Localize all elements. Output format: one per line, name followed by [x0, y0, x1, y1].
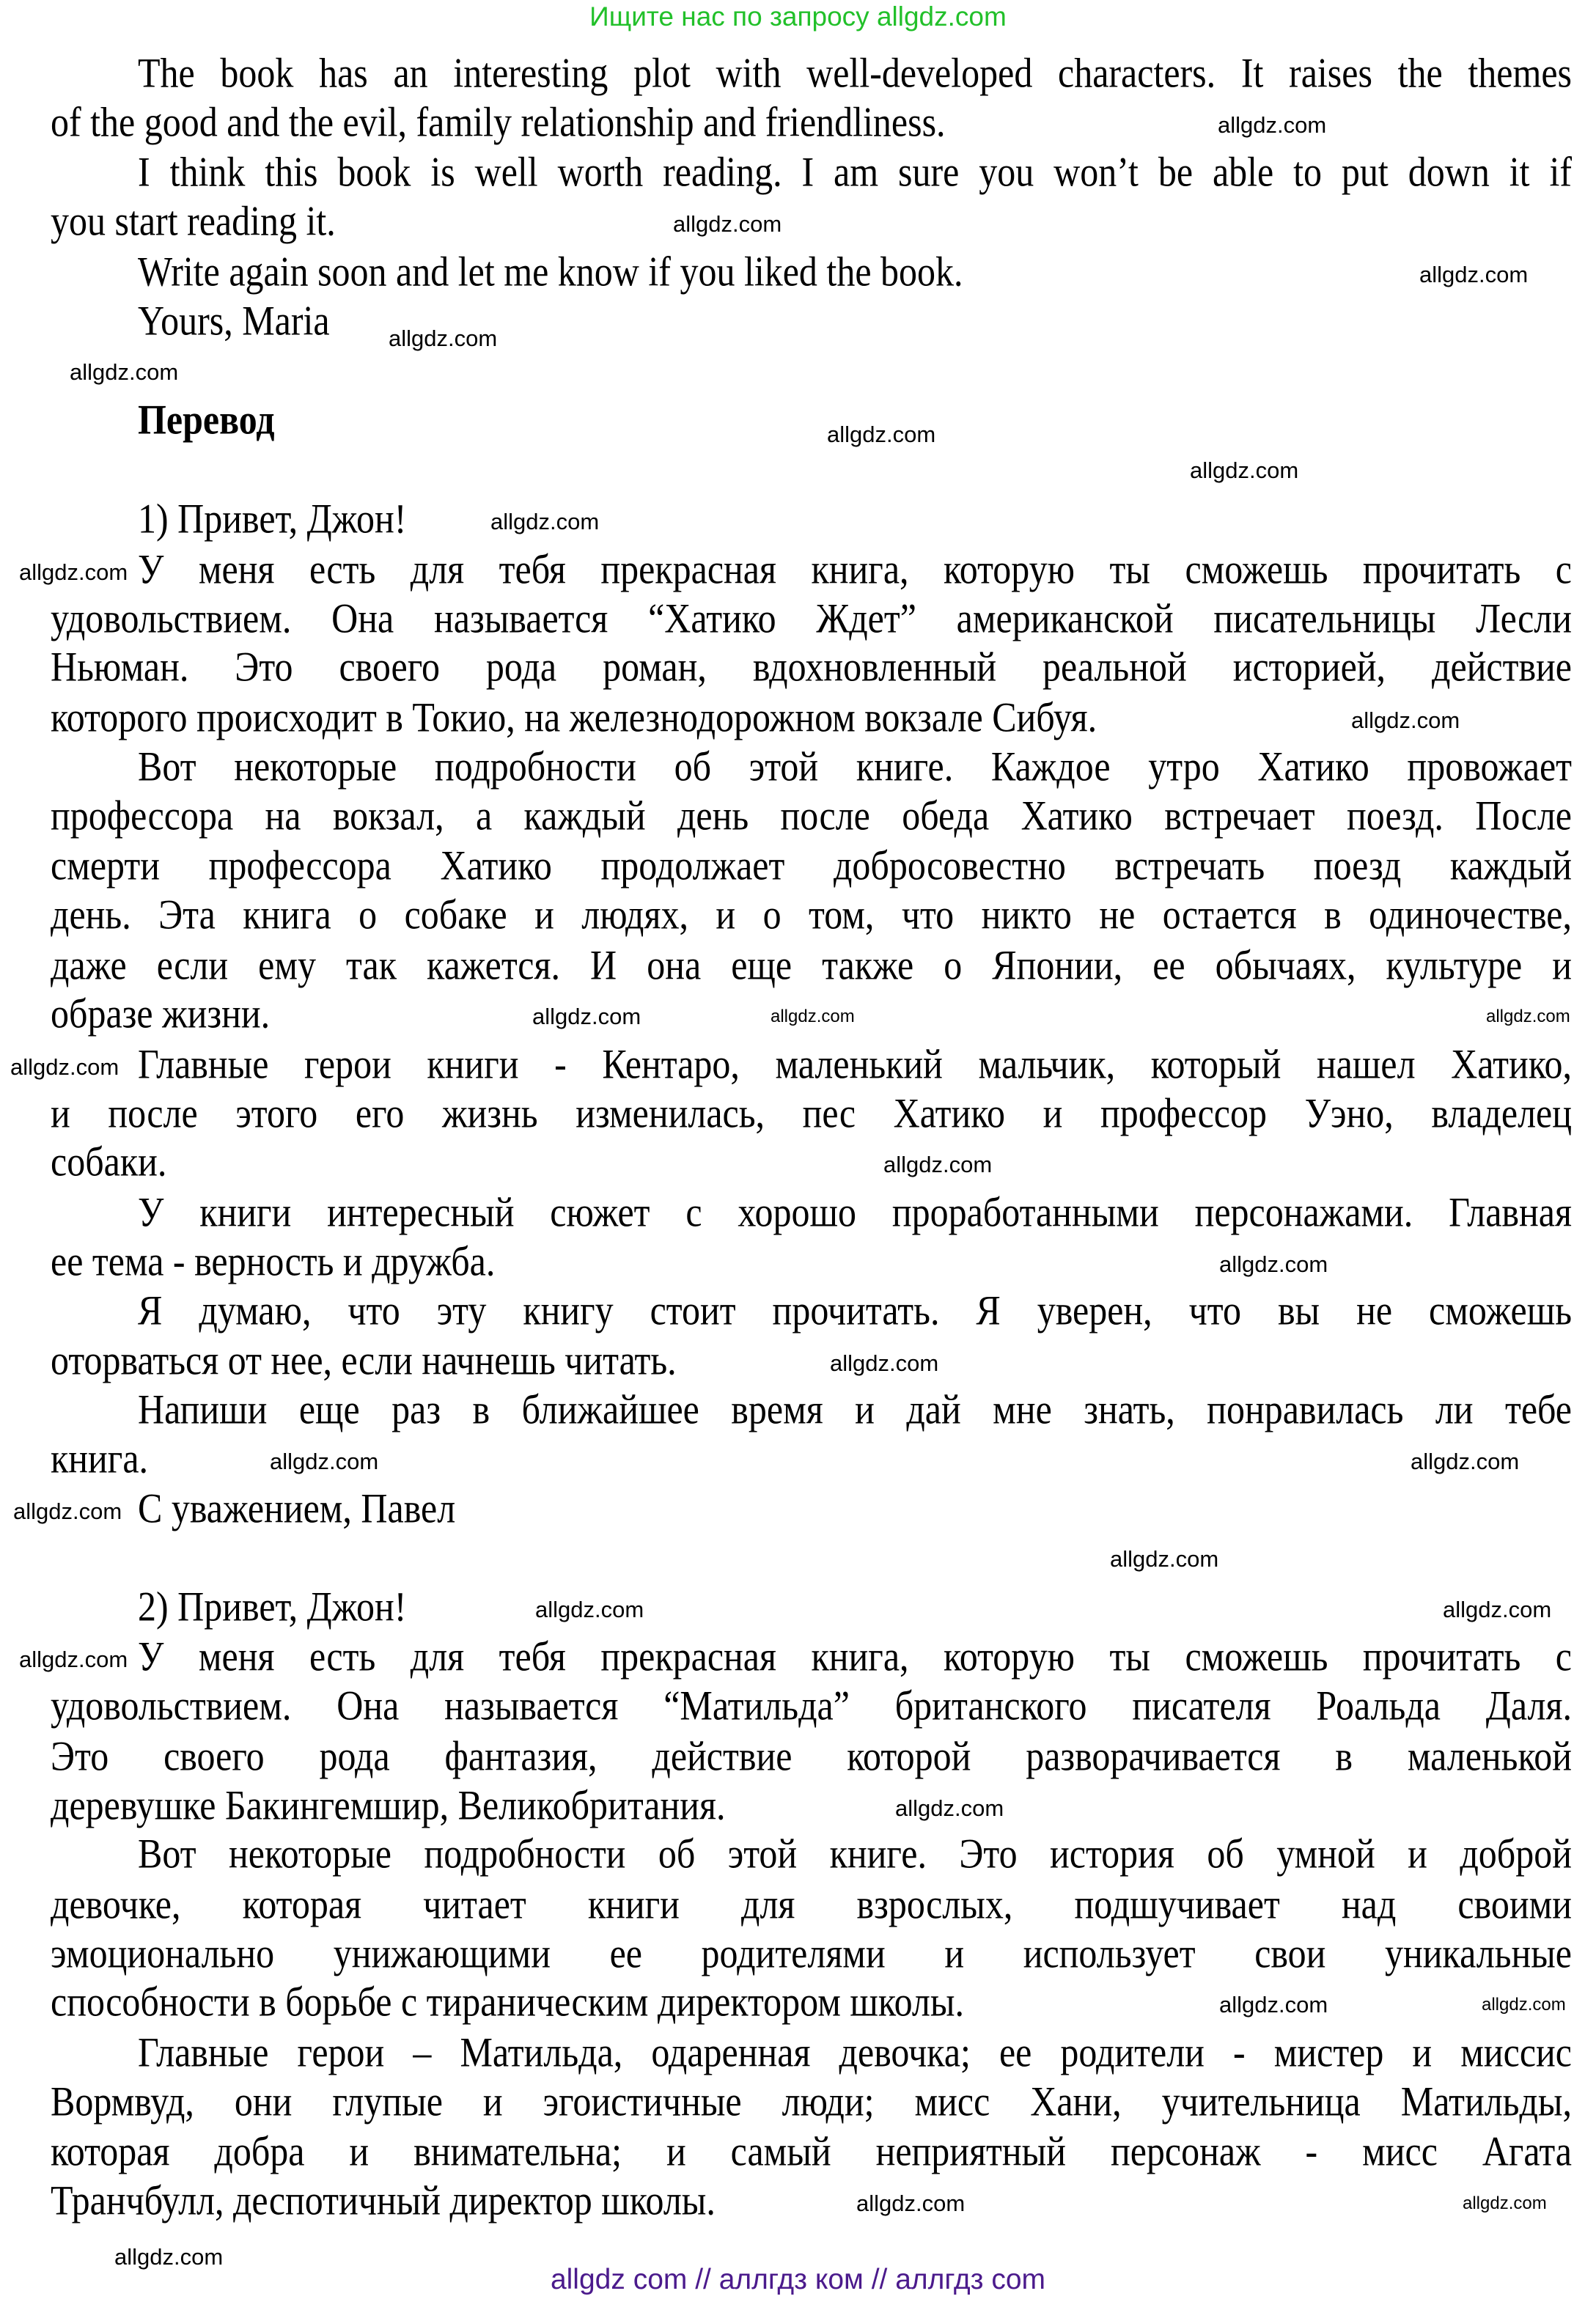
- text-line: Yours, Maria: [138, 296, 330, 345]
- watermark: allgdz.com: [490, 509, 600, 534]
- watermark: allgdz.com: [1351, 707, 1460, 733]
- text-line: и после этого его жизнь изменилась, пес Хатико и профессор Уэно, владелец: [51, 1089, 1572, 1137]
- text-line: 2) Привет, Джон!: [138, 1582, 407, 1630]
- text-line: профессора на вокзал, а каждый день после обеда Хатико встречает поезд. После: [51, 791, 1572, 839]
- text-line: I think this book is well worth reading. I am sure you won’t be able to put down it if: [138, 147, 1572, 196]
- watermark: allgdz.com: [70, 359, 179, 385]
- watermark: allgdz.com: [673, 211, 782, 237]
- watermark: allgdz.com: [771, 1007, 855, 1026]
- watermark: allgdz.com: [1219, 1992, 1328, 2017]
- watermark: allgdz.com: [19, 1647, 128, 1672]
- text-line: даже если ему так кажется. И она еще также о Японии, ее обычаях, культуре и: [51, 941, 1572, 989]
- text-line: способности в борьбе с тираническим директором школы.: [51, 1977, 964, 2026]
- text-line: of the good and the evil, family relationship and friendliness.: [51, 98, 946, 146]
- text-line: У книги интересный сюжет с хорошо проработанными персонажами. Главная: [138, 1188, 1572, 1236]
- watermark: allgdz.com: [532, 1004, 641, 1029]
- watermark: allgdz.com: [389, 325, 498, 351]
- watermark: allgdz.com: [1463, 2193, 1547, 2213]
- text-line: удовольствием. Она называется “Матильда” британского писателя Роальда Даля.: [51, 1681, 1572, 1729]
- watermark: allgdz.com: [883, 1152, 993, 1177]
- text-line: 1) Привет, Джон!: [138, 494, 407, 542]
- text-line: Вот некоторые подробности об этой книге. Это история об умной и доброй: [138, 1829, 1572, 1877]
- watermark: allgdz.com: [827, 422, 936, 447]
- watermark: allgdz.com: [1411, 1449, 1520, 1474]
- watermark: allgdz.com: [535, 1597, 644, 1622]
- watermark: allgdz.com: [1486, 1007, 1570, 1026]
- text-line: Ньюман. Это своего рода роман, вдохновленный реальной историей, действие: [51, 642, 1572, 691]
- text-line: Главные герои книги - Кентаро, маленький мальчик, который нашел Хатико,: [138, 1040, 1572, 1088]
- watermark: allgdz.com: [1219, 1251, 1328, 1277]
- watermark: allgdz.com: [1110, 1546, 1219, 1572]
- text-line: смерти профессора Хатико продолжает добросовестно встречать поезд каждый: [51, 841, 1572, 889]
- text-line: эмоционально унижающими ее родителями и использует свои уникальные: [51, 1929, 1572, 1977]
- text-line: книга.: [51, 1434, 149, 1482]
- watermark: allgdz.com: [114, 2244, 224, 2270]
- text-line: которая добра и внимательна; и самый неприятный персонаж - мисс Агата: [51, 2127, 1572, 2175]
- watermark: allgdz.com: [1482, 1995, 1566, 2015]
- watermark: allgdz.com: [13, 1498, 122, 1524]
- watermark: allgdz.com: [270, 1449, 379, 1474]
- text-line: Это своего рода фантазия, действие которой разворачивается в маленькой: [51, 1732, 1572, 1780]
- text-line: Транчбулл, деспотичный директор школы.: [51, 2176, 716, 2224]
- text-line: Напиши еще раз в ближайшее время и дай мне знать, понравилась ли тебе: [138, 1385, 1572, 1433]
- text-line: девочке, которая читает книги для взрослых, подшучивает над своими: [51, 1880, 1572, 1928]
- watermark: allgdz.com: [1218, 112, 1327, 138]
- text-line: У меня есть для тебя прекрасная книга, которую ты сможешь прочитать с: [138, 1632, 1572, 1680]
- text-line: Главные герои – Матильда, одаренная девочка; ее родители - мистер и миссис: [138, 2028, 1572, 2076]
- text-line: собаки.: [51, 1137, 167, 1185]
- text-line: Вормвуд, они глупые и эгоистичные люди; мисс Хани, учительница Матильды,: [51, 2077, 1572, 2125]
- text-line: У меня есть для тебя прекрасная книга, которую ты сможешь прочитать с: [138, 545, 1572, 593]
- watermark: allgdz.com: [1419, 262, 1529, 287]
- text-line: образе жизни.: [51, 989, 271, 1037]
- watermark: allgdz.com: [19, 559, 128, 585]
- bottom-banner[interactable]: allgdz com // аллгдз ком // аллгдз com: [550, 2264, 1046, 2295]
- watermark: allgdz.com: [1190, 457, 1299, 483]
- text-line: The book has an interesting plot with well-developed characters. It raises the themes: [138, 48, 1572, 97]
- watermark: allgdz.com: [830, 1350, 939, 1376]
- top-banner[interactable]: Ищите нас по запросу allgdz.com: [589, 1, 1007, 32]
- text-line: оторваться от нее, если начнешь читать.: [51, 1336, 677, 1384]
- text-line: Вот некоторые подробности об этой книге. Каждое утро Хатико провожает: [138, 742, 1572, 790]
- text-line: you start reading it.: [51, 196, 336, 245]
- text-line: С уважением, Павел: [138, 1484, 456, 1532]
- text-line: деревушке Бакингемшир, Великобритания.: [51, 1781, 726, 1829]
- section-heading: Перевод: [138, 395, 275, 444]
- text-line: удовольствием. Она называется “Хатико Ждет” американской писательницы Лесли: [51, 594, 1572, 642]
- text-line: день. Эта книга о собаке и людях, и о том, что никто не остается в одиночестве,: [51, 890, 1572, 938]
- watermark: allgdz.com: [1443, 1597, 1552, 1622]
- text-line: которого происходит в Токио, на железнодорожном вокзале Сибуя.: [51, 693, 1097, 741]
- text-line: ее тема - верность и дружба.: [51, 1237, 496, 1285]
- watermark: allgdz.com: [895, 1795, 1004, 1821]
- watermark: allgdz.com: [10, 1054, 119, 1080]
- text-line: Я думаю, что эту книгу стоит прочитать. Я уверен, что вы не сможешь: [138, 1286, 1572, 1334]
- text-line: Write again soon and let me know if you liked the book.: [138, 247, 963, 295]
- watermark: allgdz.com: [856, 2191, 966, 2216]
